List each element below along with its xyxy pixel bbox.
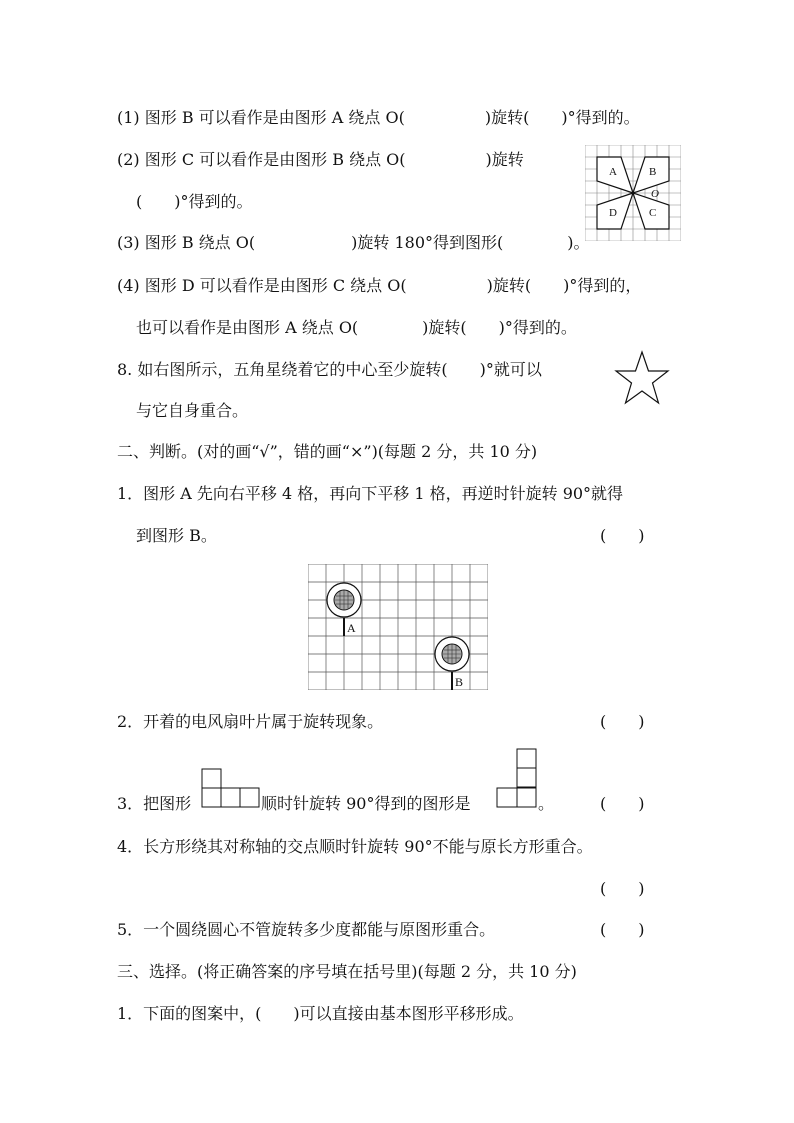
- center-point-o: [631, 191, 634, 194]
- grid-label-b: B: [455, 675, 464, 689]
- label-c: C: [649, 207, 657, 219]
- q7-part2-cont: ( )°得到的。: [136, 192, 253, 211]
- q7-part4: (4) 图形 D 可以看作是由图形 C 绕点 O( )旋转( )°得到的，: [117, 276, 642, 295]
- five-pointed-star: [614, 350, 670, 406]
- l-shape-rotated: [496, 748, 538, 808]
- section2-title: 二、判断。(对的画“√”，错的画“×”)(每题 2 分，共 10 分): [117, 442, 538, 461]
- section2-q3-start: 3．把图形: [117, 794, 192, 813]
- q7-part2: (2) 图形 C 可以看作是由图形 B 绕点 O( )旋转: [117, 150, 524, 169]
- rotation-grid-figure: [585, 145, 681, 241]
- label-b: B: [649, 166, 657, 178]
- l-shape-original: [201, 768, 261, 808]
- section2-q3-mid: 顺时针旋转 90°得到的图形是: [261, 794, 471, 813]
- q8-text: 8. 如右图所示，五角星绕着它的中心至少旋转( )°就可以: [117, 360, 542, 379]
- section3-title: 三、选择。(将正确答案的序号填在括号里)(每题 2 分，共 10 分): [117, 962, 577, 981]
- translation-grid-figure: [308, 564, 488, 690]
- shape-a-lollipop: [327, 583, 361, 636]
- answer-paren-1: ( ): [600, 526, 645, 545]
- answer-paren-4: ( ): [600, 879, 645, 898]
- section2-q4: 4．长方形绕其对称轴的交点顺时针旋转 90°不能与原长方形重合。: [117, 837, 593, 856]
- q8-text-cont: 与它自身重合。: [136, 401, 249, 420]
- section2-q5: 5．一个圆绕圆心不管旋转多少度都能与原图形重合。: [117, 920, 496, 939]
- q7-part3: (3) 图形 B 绕点 O( )旋转 180°得到图形( )。: [117, 233, 590, 252]
- label-o: O: [651, 188, 659, 200]
- label-d: D: [609, 207, 617, 219]
- answer-paren-2: ( ): [600, 712, 645, 731]
- section3-q1: 1．下面的图案中，( )可以直接由基本图形平移形成。: [117, 1004, 524, 1023]
- q7-part4-cont: 也可以看作是由图形 A 绕点 O( )旋转( )°得到的。: [136, 318, 577, 337]
- section2-q3-end: 。: [538, 794, 555, 813]
- shape-b-lollipop: [435, 637, 469, 690]
- answer-paren-5: ( ): [600, 920, 645, 939]
- section2-q2: 2．开着的电风扇叶片属于旋转现象。: [117, 712, 384, 731]
- label-a: A: [609, 166, 617, 178]
- q7-part1: (1) 图形 B 可以看作是由图形 A 绕点 O( )旋转( )°得到的。: [117, 108, 640, 127]
- answer-paren-3: ( ): [600, 794, 645, 813]
- section2-q1: 1．图形 A 先向右平移 4 格，再向下平移 1 格，再逆时针旋转 90°就得: [117, 484, 624, 503]
- section2-q1-cont: 到图形 B。: [136, 526, 217, 545]
- grid-label-a: A: [347, 621, 356, 635]
